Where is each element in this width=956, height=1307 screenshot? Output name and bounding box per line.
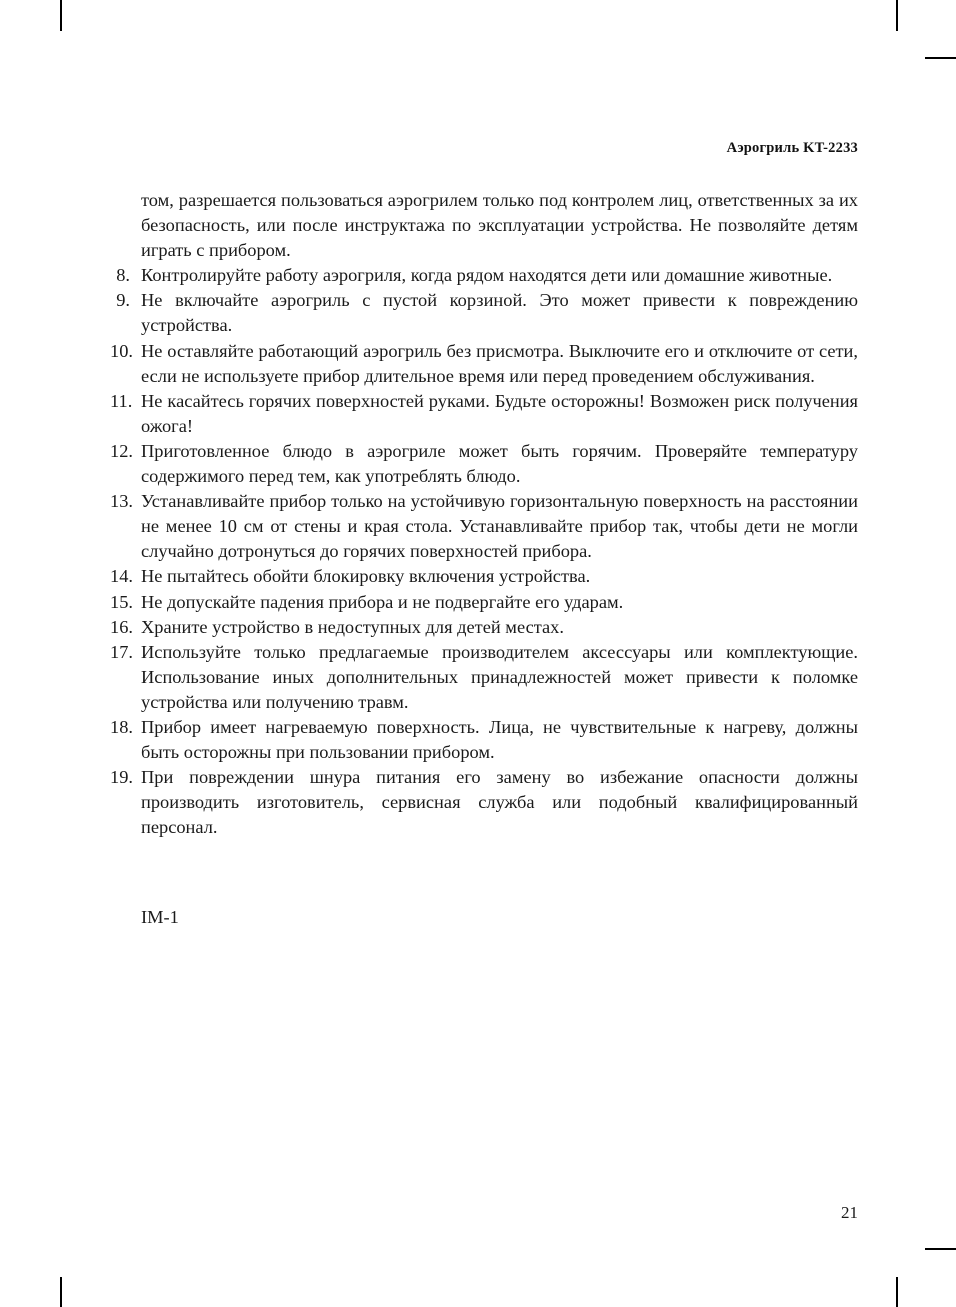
list-item <box>110 640 858 715</box>
safety-instruction-list <box>110 263 858 840</box>
list-item <box>110 339 858 389</box>
crop-mark-top-right-vertical <box>896 0 898 31</box>
crop-mark-top-right-horizontal <box>925 57 956 59</box>
list-item <box>110 288 858 338</box>
list-item-number: 11. <box>110 390 133 411</box>
list-item <box>110 715 858 765</box>
list-item <box>110 489 858 564</box>
list-item-number: 12. <box>110 440 133 461</box>
imprint-code: IM-1 <box>141 907 179 927</box>
list-item-number: 18. <box>110 716 133 737</box>
list-item-text: Прибор имеет нагреваемую поверхность. Лица, не чувствительные к нагреву, должны быть осторожны при пользовании прибором. <box>141 716 858 763</box>
list-item-number: 10. <box>110 340 133 361</box>
list-item-number: 9. <box>116 290 130 311</box>
list-item-text: Не включайте аэрогриль с пустой корзиной. Это может привести к повреждению устройства. <box>141 290 858 336</box>
list-item <box>110 263 858 288</box>
crop-mark-bottom-right-horizontal <box>925 1248 956 1250</box>
list-item-number: 16. <box>110 616 133 637</box>
crop-mark-top-left <box>60 0 62 31</box>
list-item-number: 19. <box>110 767 133 788</box>
continuation-paragraph: том, разрешается пользоваться аэрогрилем только под контролем лиц, ответственных за их безопасность, или после инструктажа по эксплуатации устройства. Не позволяйте детям играть с прибором. <box>141 190 858 261</box>
list-item-number: 13. <box>110 491 133 512</box>
list-item-number: 17. <box>110 641 133 662</box>
list-item-text: Храните устройство в недоступных для детей местах. <box>141 616 564 637</box>
list-item <box>110 439 858 489</box>
crop-mark-bottom-right-vertical <box>896 1277 898 1307</box>
list-item-text: Не оставляйте работающий аэрогриль без присмотра. Выключите его и отключите от сети, если не используете прибор длительное время или перед проведением обслуживания. <box>141 340 858 386</box>
list-item-text: Используйте только предлагаемые производителем аксессуары или комплектующие. Использование иных дополнительных принадлежностей может привести к поломке устройства или получению травм. <box>141 641 858 712</box>
list-item-number: 8. <box>116 265 130 286</box>
list-item-text: Не касайтесь горячих поверхностей руками. Будьте осторожны! Возможен риск получения ожога! <box>141 390 858 436</box>
list-item-text: Не пытайтесь обойти блокировку включения устройства. <box>141 566 591 587</box>
list-item-text: При повреждении шнура питания его замену во избежание опасности должны производить изготовитель, сервисная служба или подобный квалифицированный персонал. <box>141 767 858 838</box>
running-header: Аэрогриль KT-2233 <box>726 140 858 156</box>
list-item-text: Контролируйте работу аэрогриля, когда рядом находятся дети или домашние животные. <box>141 265 833 286</box>
list-item <box>110 389 858 439</box>
crop-mark-bottom-left <box>60 1277 62 1307</box>
list-item <box>110 590 858 615</box>
list-item-text: Приготовленное блюдо в аэрогриле может быть горячим. Проверяйте температуру содержимого перед тем, как употреблять блюдо. <box>141 440 858 487</box>
list-item-text: Устанавливайте прибор только на устойчивую горизонтальную поверхность на расстоянии не менее 10 см от стены и края стола. Устанавливайте прибор так, чтобы дети не могли случайно дотронуться до горячих поверхностей прибора. <box>141 491 858 562</box>
body-text <box>110 188 858 840</box>
list-item <box>110 615 858 640</box>
list-item-text: Не допускайте падения прибора и не подвергайте его ударам. <box>141 591 624 612</box>
page-number: 21 <box>841 1203 858 1222</box>
list-item-number: 14. <box>110 566 133 587</box>
list-item <box>110 564 858 589</box>
list-item <box>110 765 858 840</box>
list-item-number: 15. <box>110 591 133 612</box>
